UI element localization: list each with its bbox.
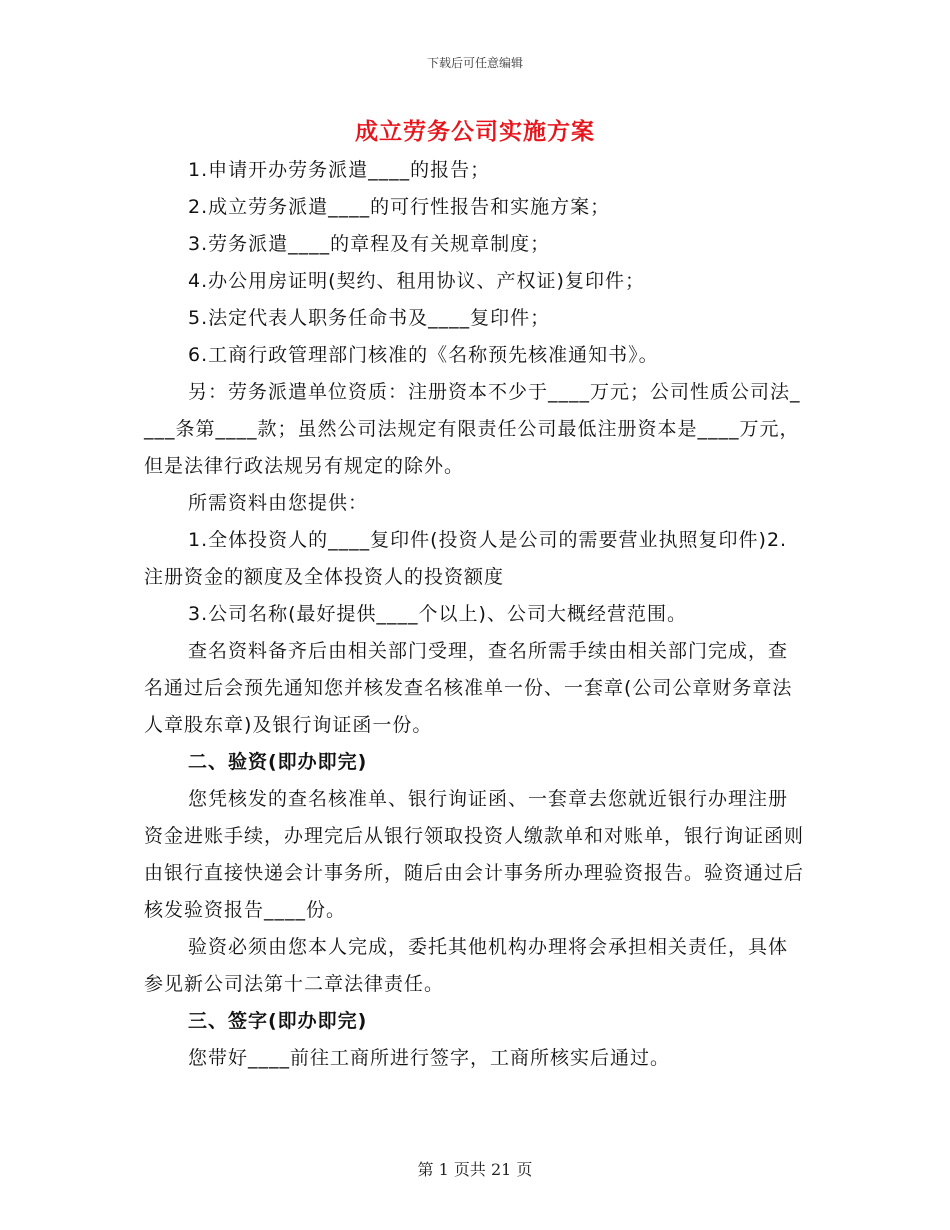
- paragraph: 您带好____前往工商所进行签字，工商所核实后通过。: [188, 1047, 671, 1069]
- paragraph: 验资必须由您本人完成，委托其他机构办理将会承担相关责任，具体参见新公司法第十二章法律责任。: [144, 936, 789, 995]
- paragraph: 另：劳务派遣单位资质：注册资本不少于____万元；公司性质公司法____条第____款；虽然公司法规定有限责任公司最低注册资本是____万元，但是法律行政法规另有规定的除外。: [144, 381, 801, 477]
- paragraph: 5.法定代表人职务任命书及____复印件；: [188, 307, 551, 329]
- paragraph: 查名资料备齐后由相关部门受理，查名所需手续由相关部门完成，查名通过后会预先通知您并核发查名核准单一份、一套章(公司公章财务章法人章股东章)及银行询证函一份。: [144, 640, 793, 736]
- paragraph: 6.工商行政管理部门核准的《名称预先核准通知书》。: [188, 344, 659, 366]
- paragraph: 3.公司名称(最好提供____个以上)、公司大概经营范围。: [188, 603, 687, 625]
- paragraph: 1.申请开办劳务派遣____的报告；: [188, 159, 491, 181]
- paragraph: 您凭核发的查名核准单、银行询证函、一套章去您就近银行办理注册资金进账手续，办理完后从银行领取投资人缴款单和对账单，银行询证函则由银行直接快递会计事务所，随后由会计事务所办理验资报告。验资通过后核发验资报告____份。: [144, 788, 805, 921]
- section-heading: 三、签字(即办即完): [188, 1010, 368, 1032]
- page-footer: 第 1 页共 21 页: [417, 1160, 533, 1179]
- document-title: 成立劳务公司实施方案: [355, 119, 595, 145]
- paragraph: 2.成立劳务派遣____的可行性报告和实施方案；: [188, 196, 611, 218]
- paragraph: 4.办公用房证明(契约、租用协议、产权证)复印件；: [188, 270, 645, 292]
- paragraph: 3.劳务派遣____的章程及有关规章制度；: [188, 233, 551, 255]
- paragraph: 1.全体投资人的____复印件(投资人是公司的需要营业执照复印件)2.注册资金的额度及全体投资人的投资额度: [144, 529, 788, 588]
- section-heading: 二、验资(即办即完): [188, 751, 368, 773]
- header-note: 下载后可任意编辑: [426, 56, 523, 70]
- paragraph: 所需资料由您提供：: [188, 492, 369, 514]
- document-body: [144, 152, 804, 1077]
